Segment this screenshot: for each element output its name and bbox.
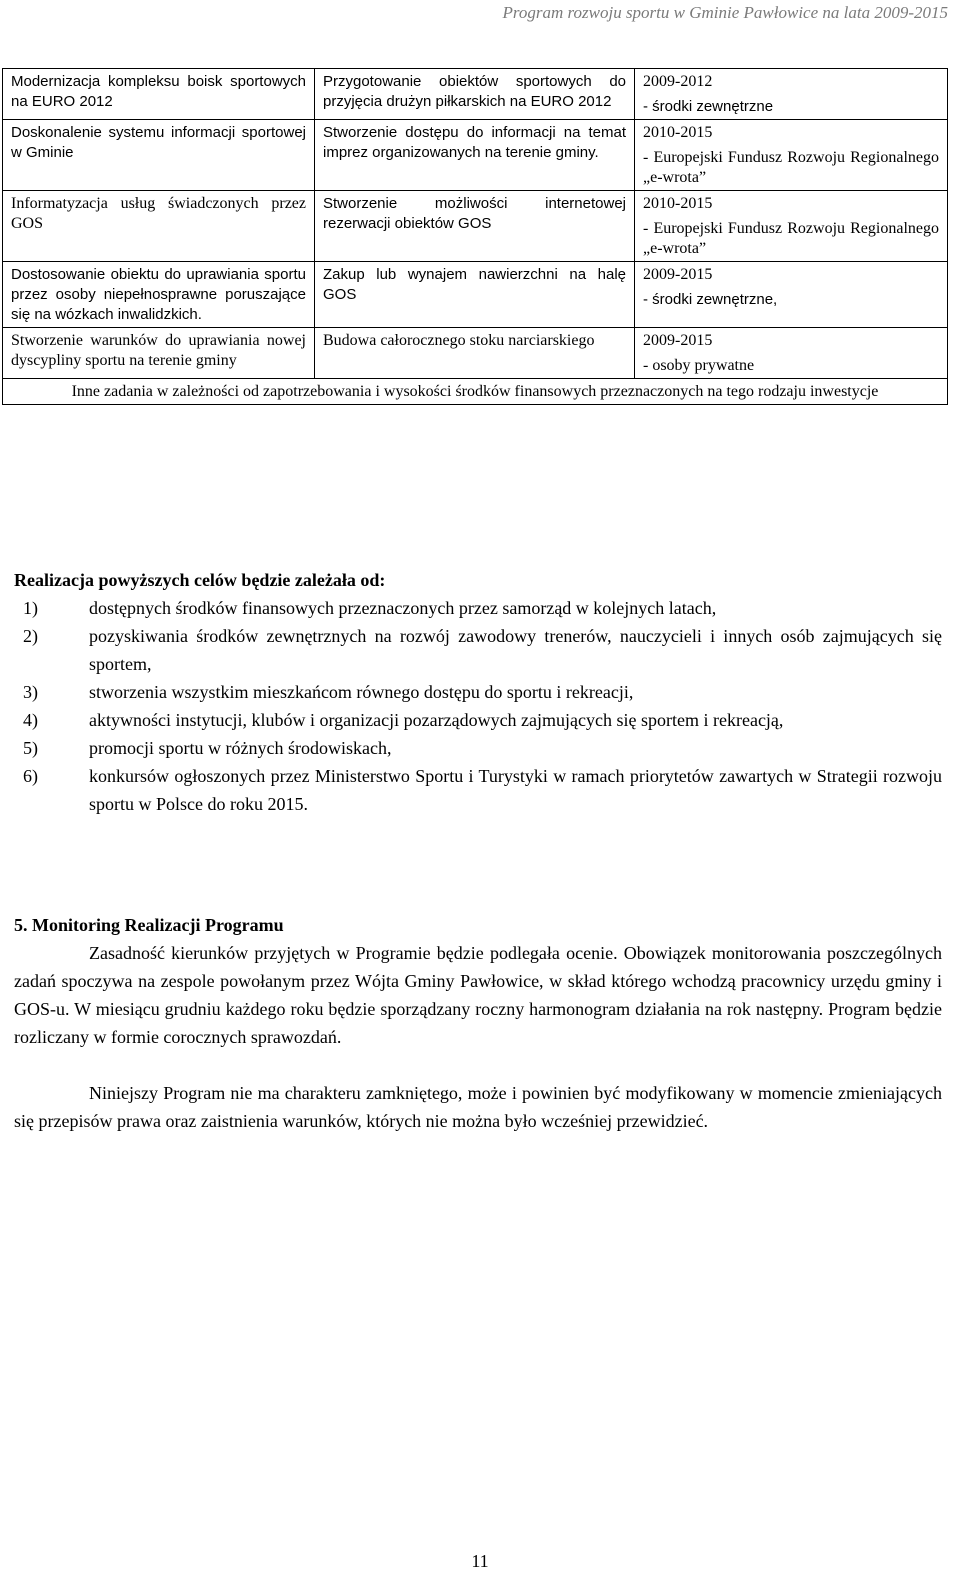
table-row — [3, 69, 948, 120]
task-cell: Stworzenie możliwości internetowej rezerwacji obiektów GOS — [315, 191, 635, 262]
list-text: aktywności instytucji, klubów i organizacji pozarządowych zajmujących się sportem i rekreacją, — [89, 710, 784, 730]
funding-source: - Europejski Fundusz Rozwoju Regionalnego „e-wrota” — [643, 149, 939, 186]
tasks-table — [2, 68, 948, 405]
list-text: stworzenia wszystkim mieszkańcom równego dostępu do sportu i rekreacji, — [89, 682, 634, 702]
realization-list — [14, 594, 942, 818]
list-item — [14, 594, 942, 622]
funding-source: - osoby prywatne — [643, 357, 755, 374]
list-number: 3) — [23, 682, 38, 702]
task-cell: Przygotowanie obiektów sportowych do przyjęcia drużyn piłkarskich na EURO 2012 — [315, 69, 635, 120]
list-text: pozyskiwania środków zewnętrznych na rozwój zawodowy trenerów, nauczycieli i innych osób zajmujących się sportem, — [89, 626, 942, 674]
list-number: 6) — [23, 766, 38, 786]
list-number: 1) — [23, 598, 38, 618]
closing-paragraph: Niniejszy Program nie ma charakteru zamkniętego, może i powinien być modyfikowany w momencie zmieniających się przepisów prawa oraz zaistnienia warunków, których nie można było wcześniej przewidzieć. — [14, 1083, 942, 1131]
monitoring-paragraph: Zasadność kierunków przyjętych w Programie będzie podlegała ocenie. Obowiązek monitorowania poszczególnych zadań spoczywa na zespole powołanym przez Wójta Gminy Pawłowice, w skład którego wchodzą pracownicy urzędu gminy i GOS-u. W miesiącu grudniu każdego roku będzie sporządzany roczny harmonogram działania na rok następny. Program będzie rozliczany w formie corocznych sprawozdań. — [14, 943, 942, 1047]
list-number: 5) — [23, 738, 38, 758]
list-item — [14, 678, 942, 706]
list-number: 2) — [23, 626, 38, 646]
task-cell: Zakup lub wynajem nawierzchni na halę GOS — [315, 262, 635, 328]
list-number: 4) — [23, 710, 38, 730]
task-cell: Budowa całorocznego stoku narciarskiego — [315, 328, 635, 379]
funding-source: - środki zewnętrzne — [643, 98, 774, 115]
realization-heading: Realizacja powyższych celów będzie zależała od: — [14, 570, 386, 590]
list-item — [14, 734, 942, 762]
page-number: 11 — [471, 1551, 489, 1571]
goal-cell: Dostosowanie obiektu do uprawiania sportu przez osoby niepełnosprawne poruszające się na wózkach inwalidzkich. — [3, 262, 315, 328]
other-tasks-cell: Inne zadania w zależności od zapotrzebowania i wysokości środków finansowych przeznaczonych na tego rodzaju inwestycje — [3, 379, 948, 405]
period: 2009-2012 — [643, 73, 713, 90]
table-footer-row — [3, 379, 948, 405]
table-row — [3, 120, 948, 191]
goal-cell: Modernizacja kompleksu boisk sportowych na EURO 2012 — [3, 69, 315, 120]
period: 2009-2015 — [643, 332, 713, 349]
section-heading: 5. Monitoring Realizacji Programu — [14, 915, 284, 935]
page-header: Program rozwoju sportu w Gminie Pawłowice na lata 2009-2015 — [502, 3, 948, 22]
task-cell: Stworzenie dostępu do informacji na temat imprez organizowanych na terenie gminy. — [315, 120, 635, 191]
funding-source: - środki zewnętrzne, — [643, 291, 778, 308]
period-source-cell — [635, 328, 948, 379]
list-text: konkursów ogłoszonych przez Ministerstwo Sportu i Turystyki w ramach priorytetów zawartych w Strategii rozwoju sportu w Polsce do roku 2015. — [89, 766, 942, 814]
monitoring-section — [14, 911, 942, 1135]
goal-cell: Stworzenie warunków do uprawiania nowej dyscypliny sportu na terenie gminy — [3, 328, 315, 379]
list-text: promocji sportu w różnych środowiskach, — [89, 738, 392, 758]
goal-cell: Doskonalenie systemu informacji sportowej w Gminie — [3, 120, 315, 191]
table-row — [3, 191, 948, 262]
period-source-cell — [635, 262, 948, 328]
list-text: dostępnych środków finansowych przeznaczonych przez samorząd w kolejnych latach, — [89, 598, 717, 618]
list-item — [14, 762, 942, 818]
period-source-cell — [635, 69, 948, 120]
list-item — [14, 706, 942, 734]
list-item — [14, 622, 942, 678]
table-row — [3, 262, 948, 328]
goal-cell: Informatyzacja usług świadczonych przez GOS — [3, 191, 315, 262]
period-source-cell — [635, 120, 948, 191]
table-row — [3, 328, 948, 379]
period: 2009-2015 — [643, 266, 713, 283]
period-source-cell — [635, 191, 948, 262]
period: 2010-2015 — [643, 124, 713, 141]
funding-source: - Europejski Fundusz Rozwoju Regionalnego „e-wrota” — [643, 220, 939, 257]
period: 2010-2015 — [643, 195, 713, 212]
realization-section — [14, 566, 942, 818]
